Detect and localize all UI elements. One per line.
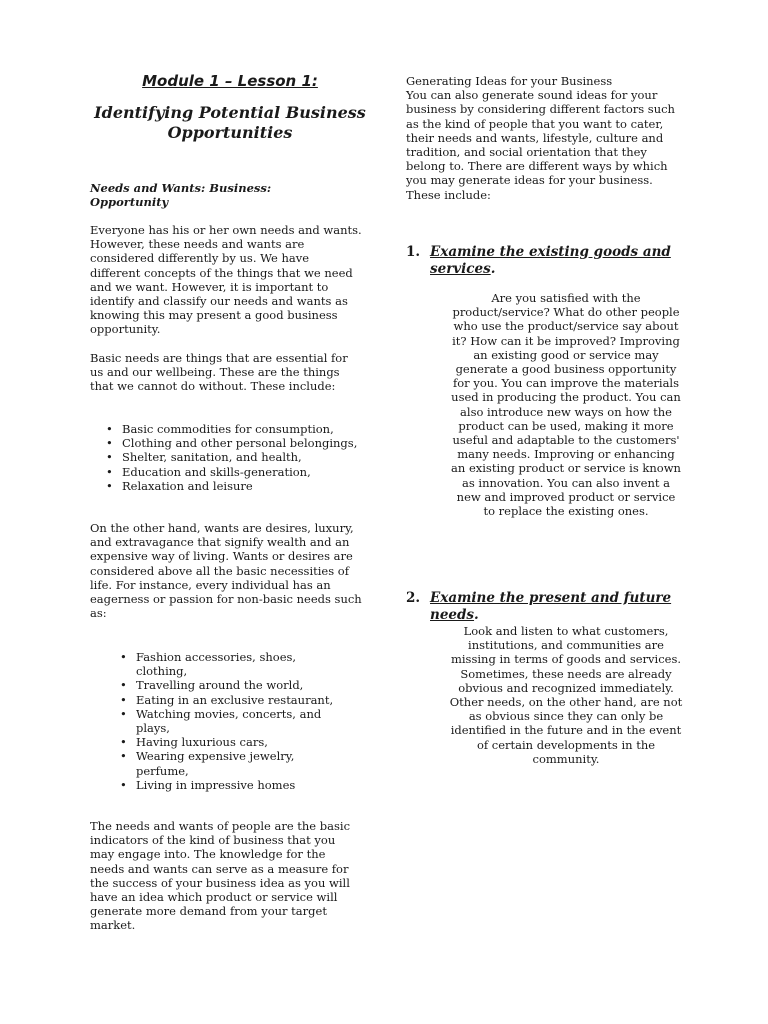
list-item: • Clothing and other personal belongings, — [100, 436, 360, 450]
future-needs-body: Look and listen to what customers, institutions, and communities are missing in terms of goods and services. Sometimes, these needs are already obvious and recognized immediately. Other needs, on the other hand, are not as obvious since they can only be identified in the future and in the event of certain developments in the community. — [449, 624, 683, 766]
needs-wants-intro-paragraph: Everyone has his or her own needs and wants. However, these needs and wants are considered differently by us. We have different concepts of the things that we need and we want. However, it is important to identify and classify our needs and wants as knowing this may present a good business opportunity. — [90, 223, 362, 337]
list-item: • Having luxurious cars, — [114, 735, 344, 749]
list-item: • Fashion accessories, shoes, clothing, — [114, 650, 344, 678]
list-item: • Shelter, sanitation, and health, — [100, 450, 360, 464]
list-item: • Relaxation and leisure — [100, 479, 360, 493]
heading-number: 2. — [406, 590, 421, 606]
heading-examine-needs — [406, 590, 676, 624]
list-item: • Basic commodities for consumption, — [100, 422, 360, 436]
heading-period: . — [474, 607, 479, 623]
list-item: • Education and skills-generation, — [100, 465, 360, 479]
module-title: Module 1 – Lesson 1: — [142, 72, 318, 90]
existing-goods-body: Are you satisfied with the product/service? What do other people who use the product/service say about it? How can it be improved? Improving an existing good or service may generate a good business opportunity for you. You can improve the materials used in producing the product. You can also introduce new ways on how the product can be used, making it more useful and adaptable to the customers' many needs. Improving or enhancing an existing product or service is known as innovation. You can also invent a new and improved product or service to replace the existing ones. — [451, 291, 681, 519]
wants-paragraph: On the other hand, wants are desires, luxury, and extravagance that signify wealth and an expensive way of living. Wants or desires are considered above all the basic necessities of life. For instance, every individual has an eagerness or passion for non-basic needs such as: — [90, 521, 362, 621]
list-item: • Travelling around the world, — [114, 678, 344, 692]
list-item: • Eating in an exclusive restaurant, — [114, 693, 344, 707]
lesson-title: Identifying Potential Business Opportunities — [94, 103, 366, 142]
list-item: • Watching movies, concerts, and plays, — [114, 707, 344, 735]
wants-list — [114, 650, 344, 792]
heading-text: Examine the existing goods and services — [430, 244, 671, 277]
list-item: • Living in impressive homes — [114, 778, 344, 792]
heading-period: . — [490, 261, 496, 277]
basic-needs-list — [100, 422, 360, 493]
conclusion-paragraph: The needs and wants of people are the basic indicators of the kind of business that you may engage into. The knowledge for the needs and wants can serve as a measure for the success of your business idea as you will have an idea which product or service will generate more demand from your target market. — [90, 819, 351, 933]
basic-needs-paragraph: Basic needs are things that are essential for us and our wellbeing. These are the things that we cannot do without. These include: — [90, 351, 348, 394]
heading-number: 1. — [406, 244, 421, 260]
heading-text: Examine the present and future needs — [430, 590, 672, 623]
section-subheading: Needs and Wants: Business: Opportunity — [90, 181, 272, 209]
generating-ideas-paragraph: Generating Ideas for your Business You can also generate sound ideas for your business by considering different factors such as the kind of people that you want to cater, their needs and wants, lifestyle, culture and tradition, and social orientation that they belong to. There are different ways by which you may generate ideas for your business. These include: — [406, 74, 675, 202]
list-item: • Wearing expensive jewelry, perfume, — [114, 749, 344, 777]
heading-examine-existing — [406, 244, 676, 278]
